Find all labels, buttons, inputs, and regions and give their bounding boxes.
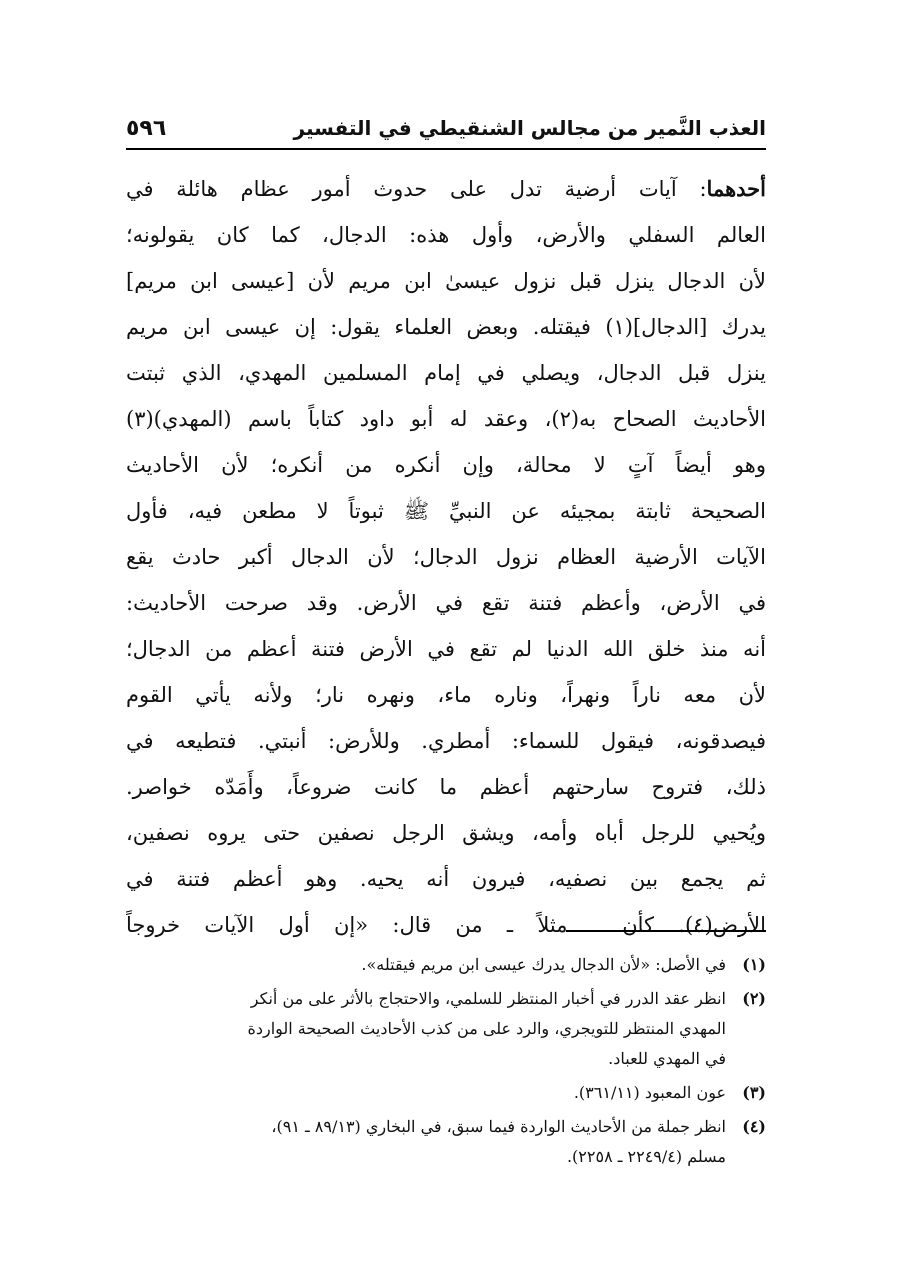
main-text (126, 166, 766, 948)
footnote-number: (٤) (742, 1117, 766, 1136)
text-line: يدرك [الدجال](١) فيقتله. وبعض العلماء يقول: إن عيسى ابن مريم (126, 315, 766, 339)
text-line-content: : آيات أرضية تدل على حدوث أمور عظام هائلة في (126, 177, 707, 201)
footnote-text (126, 1112, 726, 1172)
footnote-number: (٢) (742, 989, 766, 1008)
footnote-number: (١) (742, 955, 766, 974)
text-line: الصحيحة ثابتة بمجيئه عن النبيِّ ﷺ ثبوتاً لا مطعن فيه، فأول (126, 499, 766, 523)
text-line: الآيات الأرضية العظام نزول الدجال؛ لأن الدجال أكبر حادث يقع (126, 545, 766, 569)
text-line: الأرض(٤). كأن ـ مثلاً ـ من قال: «إن أول الآيات خروجاً (126, 913, 766, 937)
lead-word: أحدهما (706, 176, 766, 201)
text-line: لأن الدجال ينزل قبل نزول عيسىٰ ابن مريم لأن [عيسى ابن مريم] (126, 269, 766, 293)
footnote (126, 950, 766, 980)
text-line: ثم يجمع بين نصفيه، فيرون أنه يحيه. وهو أعظم فتنة في (126, 867, 766, 891)
text-line: ويُحيي للرجل أباه وأمه، ويشق الرجل نصفين حتى يروه نصفين، (126, 821, 766, 845)
footnote (126, 1078, 766, 1108)
footnote-text (126, 984, 726, 1074)
text-line: لأن معه ناراً ونهراً، وناره ماء، ونهره نار؛ ولأنه يأتي القوم (126, 683, 766, 707)
footnote-line: في الأصل: «لأن الدجال يدرك عيسى ابن مريم فيقتله». (361, 955, 726, 974)
footnote-line: مسلم (٢٢٤٩/٤ ـ ٢٢٥٨). (566, 1147, 726, 1166)
text-line: العالم السفلي والأرض، وأول هذه: الدجال، كما كان يقولونه؛ (126, 223, 766, 247)
text-line: ذلك، فتروح سارحتهم أعظم ما كانت ضروعاً، وأَمَدّه خواصر. (126, 775, 766, 799)
running-title: العذب النَّمير من مجالس الشنقيطي في التفسير (293, 116, 766, 140)
text-line: ينزل قبل الدجال، ويصلي في إمام المسلمين المهدي، الذي ثبتت (126, 361, 766, 385)
footnote-line: المهدي المنتظر للتويجري، والرد على من كذب الأحاديث الصحيحة الواردة (247, 1019, 726, 1038)
text-line: وهو أيضاً آتٍ لا محالة، وإن أنكره من أنكره؛ لأن الأحاديث (126, 453, 766, 477)
footnote-line: انظر عقد الدرر في أخبار المنتظر للسلمي، والاحتجاج بالأثر على من أنكر (250, 989, 726, 1008)
footnote-text (126, 1078, 726, 1108)
footnote-line: انظر جملة من الأحاديث الواردة فيما سبق، في البخاري (٨٩/١٣ ـ ٩١)، (271, 1117, 726, 1136)
footnote-text (126, 950, 726, 980)
footnotes (126, 950, 766, 1176)
text-line: الأحاديث الصحاح به(٢)، وعقد له أبو داود كتاباً باسم (المهدي)(٣) (126, 407, 766, 431)
text-line: في الأرض، وأعظم فتنة تقع في الأرض. وقد صرحت الأحاديث: (126, 591, 766, 615)
page-header (126, 108, 766, 150)
page-number: ٥٩٦ (126, 115, 167, 141)
footnote-separator (566, 930, 766, 932)
text-line: فيصدقونه، فيقول للسماء: أمطري. وللأرض: أنبتي. فتطيعه في (126, 729, 766, 753)
text-line (126, 166, 766, 212)
text-line: أنه منذ خلق الله الدنيا لم تقع في الأرض فتنة أعظم من الدجال؛ (126, 637, 766, 661)
footnote-number: (٣) (742, 1083, 766, 1102)
footnote (126, 1112, 766, 1172)
footnote-line: عون المعبود (٣٦١/١١). (573, 1083, 726, 1102)
footnote-line: في المهدي للعباد. (608, 1049, 726, 1068)
footnote (126, 984, 766, 1074)
